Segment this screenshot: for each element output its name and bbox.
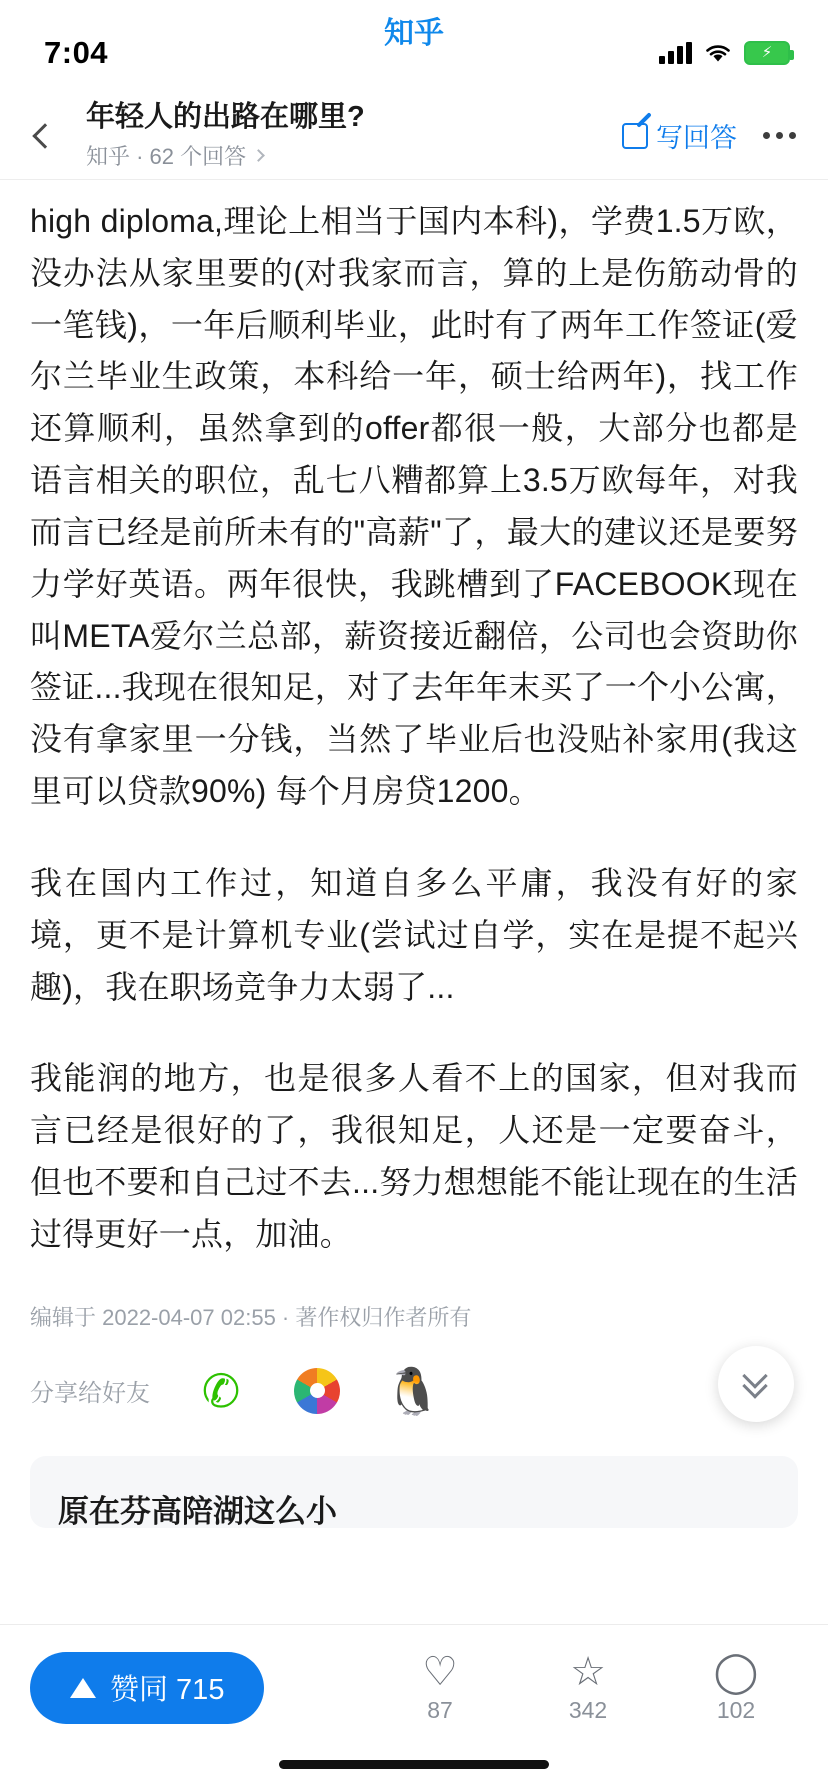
upvote-label: 赞同 715 bbox=[110, 1674, 225, 1706]
nav-title-block[interactable] bbox=[76, 100, 622, 172]
pencil-square-icon bbox=[622, 123, 648, 149]
qq-icon[interactable]: 🐧 bbox=[384, 1364, 442, 1417]
wifi-icon bbox=[704, 42, 732, 64]
next-answer-title: 原在芬高陪湖这么小 bbox=[58, 1493, 337, 1528]
battery-charging-icon: ⚡ bbox=[744, 41, 790, 65]
share-row bbox=[30, 1366, 798, 1416]
status-bar bbox=[0, 0, 828, 92]
bottom-action-bar bbox=[0, 1624, 828, 1750]
app-name-label: 知乎 bbox=[384, 17, 444, 50]
triangle-up-icon bbox=[70, 1678, 96, 1698]
write-answer-button[interactable] bbox=[622, 116, 737, 155]
share-label: 分享给好友 bbox=[30, 1380, 150, 1408]
like-action[interactable] bbox=[394, 1651, 486, 1724]
more-horizontal-icon[interactable] bbox=[763, 132, 796, 139]
comment-action[interactable] bbox=[690, 1651, 782, 1724]
answer-paragraph: high diploma,理论上相当于国内本科)，学费1.5万欧，没办法从家里要的(对我家而言，算的上是伤筋动骨的一笔钱)，一年后顺利毕业，此时有了两年工作签证(爱尔兰毕业生政策，本科给一年，硕士给两年)，找工作还算顺利，虽然拿到的offer都很一般，大部分也都是语言相关的职位，乱七八糟都算上3.5万欧每年，对我而言已经是前所未有的"高薪"了，最大的建议还是要努力学好英语。两年很快，我跳槽到了FACEBOOK现在叫META爱尔兰总部，薪资接近翻倍，公司也会资助你签证...我现在很知足，对了去年年末买了一个小公寓，没有拿家里一分钱，当然了毕业后也没贴补家用(我这里可以贷款90%) 每个月房贷1200。 bbox=[30, 203, 798, 810]
answer-content[interactable] bbox=[0, 180, 828, 1624]
heart-icon: ♡ bbox=[422, 1650, 458, 1694]
next-answer-card[interactable] bbox=[30, 1456, 798, 1528]
star-icon: ☆ bbox=[570, 1650, 606, 1694]
chevron-right-icon bbox=[252, 150, 265, 163]
favorite-action[interactable] bbox=[542, 1651, 634, 1724]
back-button[interactable] bbox=[28, 106, 76, 166]
page-title: 年轻人的出路在哪里? bbox=[86, 100, 365, 133]
upvote-button[interactable] bbox=[30, 1652, 264, 1724]
answer-meta: 编辑于 2022-04-07 02:55 · 著作权归作者所有 bbox=[30, 1304, 472, 1330]
question-answer-count-label: 知乎 · 62 个回答 bbox=[86, 144, 247, 170]
answer-body bbox=[30, 180, 798, 1528]
answer-paragraph: 我在国内工作过，知道自多么平庸，我没有好的家境，更不是计算机专业(尝试过自学，实在是提不起兴趣)，我在职场竞争力太弱了... bbox=[30, 864, 798, 1005]
bottom-actions bbox=[394, 1651, 798, 1724]
answer-paragraph: 我能润的地方，也是很多人看不上的国家，但对我而言已经是很好的了，我很知足，人还是一定要奋斗，但也不要和自己过不去...努力想想能不能让现在的生活过得更好一点，加油。 bbox=[30, 1060, 798, 1252]
comment-icon: ◯ bbox=[713, 1650, 759, 1694]
double-chevron-down-icon bbox=[743, 1371, 769, 1397]
back-chevron-icon bbox=[32, 123, 57, 148]
home-indicator[interactable] bbox=[279, 1760, 549, 1769]
qzone-icon[interactable] bbox=[292, 1366, 342, 1416]
write-answer-label: 写回答 bbox=[656, 123, 737, 153]
like-count: 87 bbox=[427, 1697, 453, 1723]
question-answer-count[interactable] bbox=[86, 140, 622, 171]
scroll-down-button[interactable] bbox=[718, 1346, 794, 1422]
wechat-icon[interactable]: ✆ bbox=[201, 1364, 241, 1417]
home-indicator-area bbox=[0, 1750, 828, 1792]
status-time: 7:04 bbox=[44, 35, 109, 70]
favorite-count: 342 bbox=[568, 1697, 608, 1723]
nav-bar bbox=[0, 92, 828, 180]
comment-count: 102 bbox=[716, 1697, 756, 1723]
